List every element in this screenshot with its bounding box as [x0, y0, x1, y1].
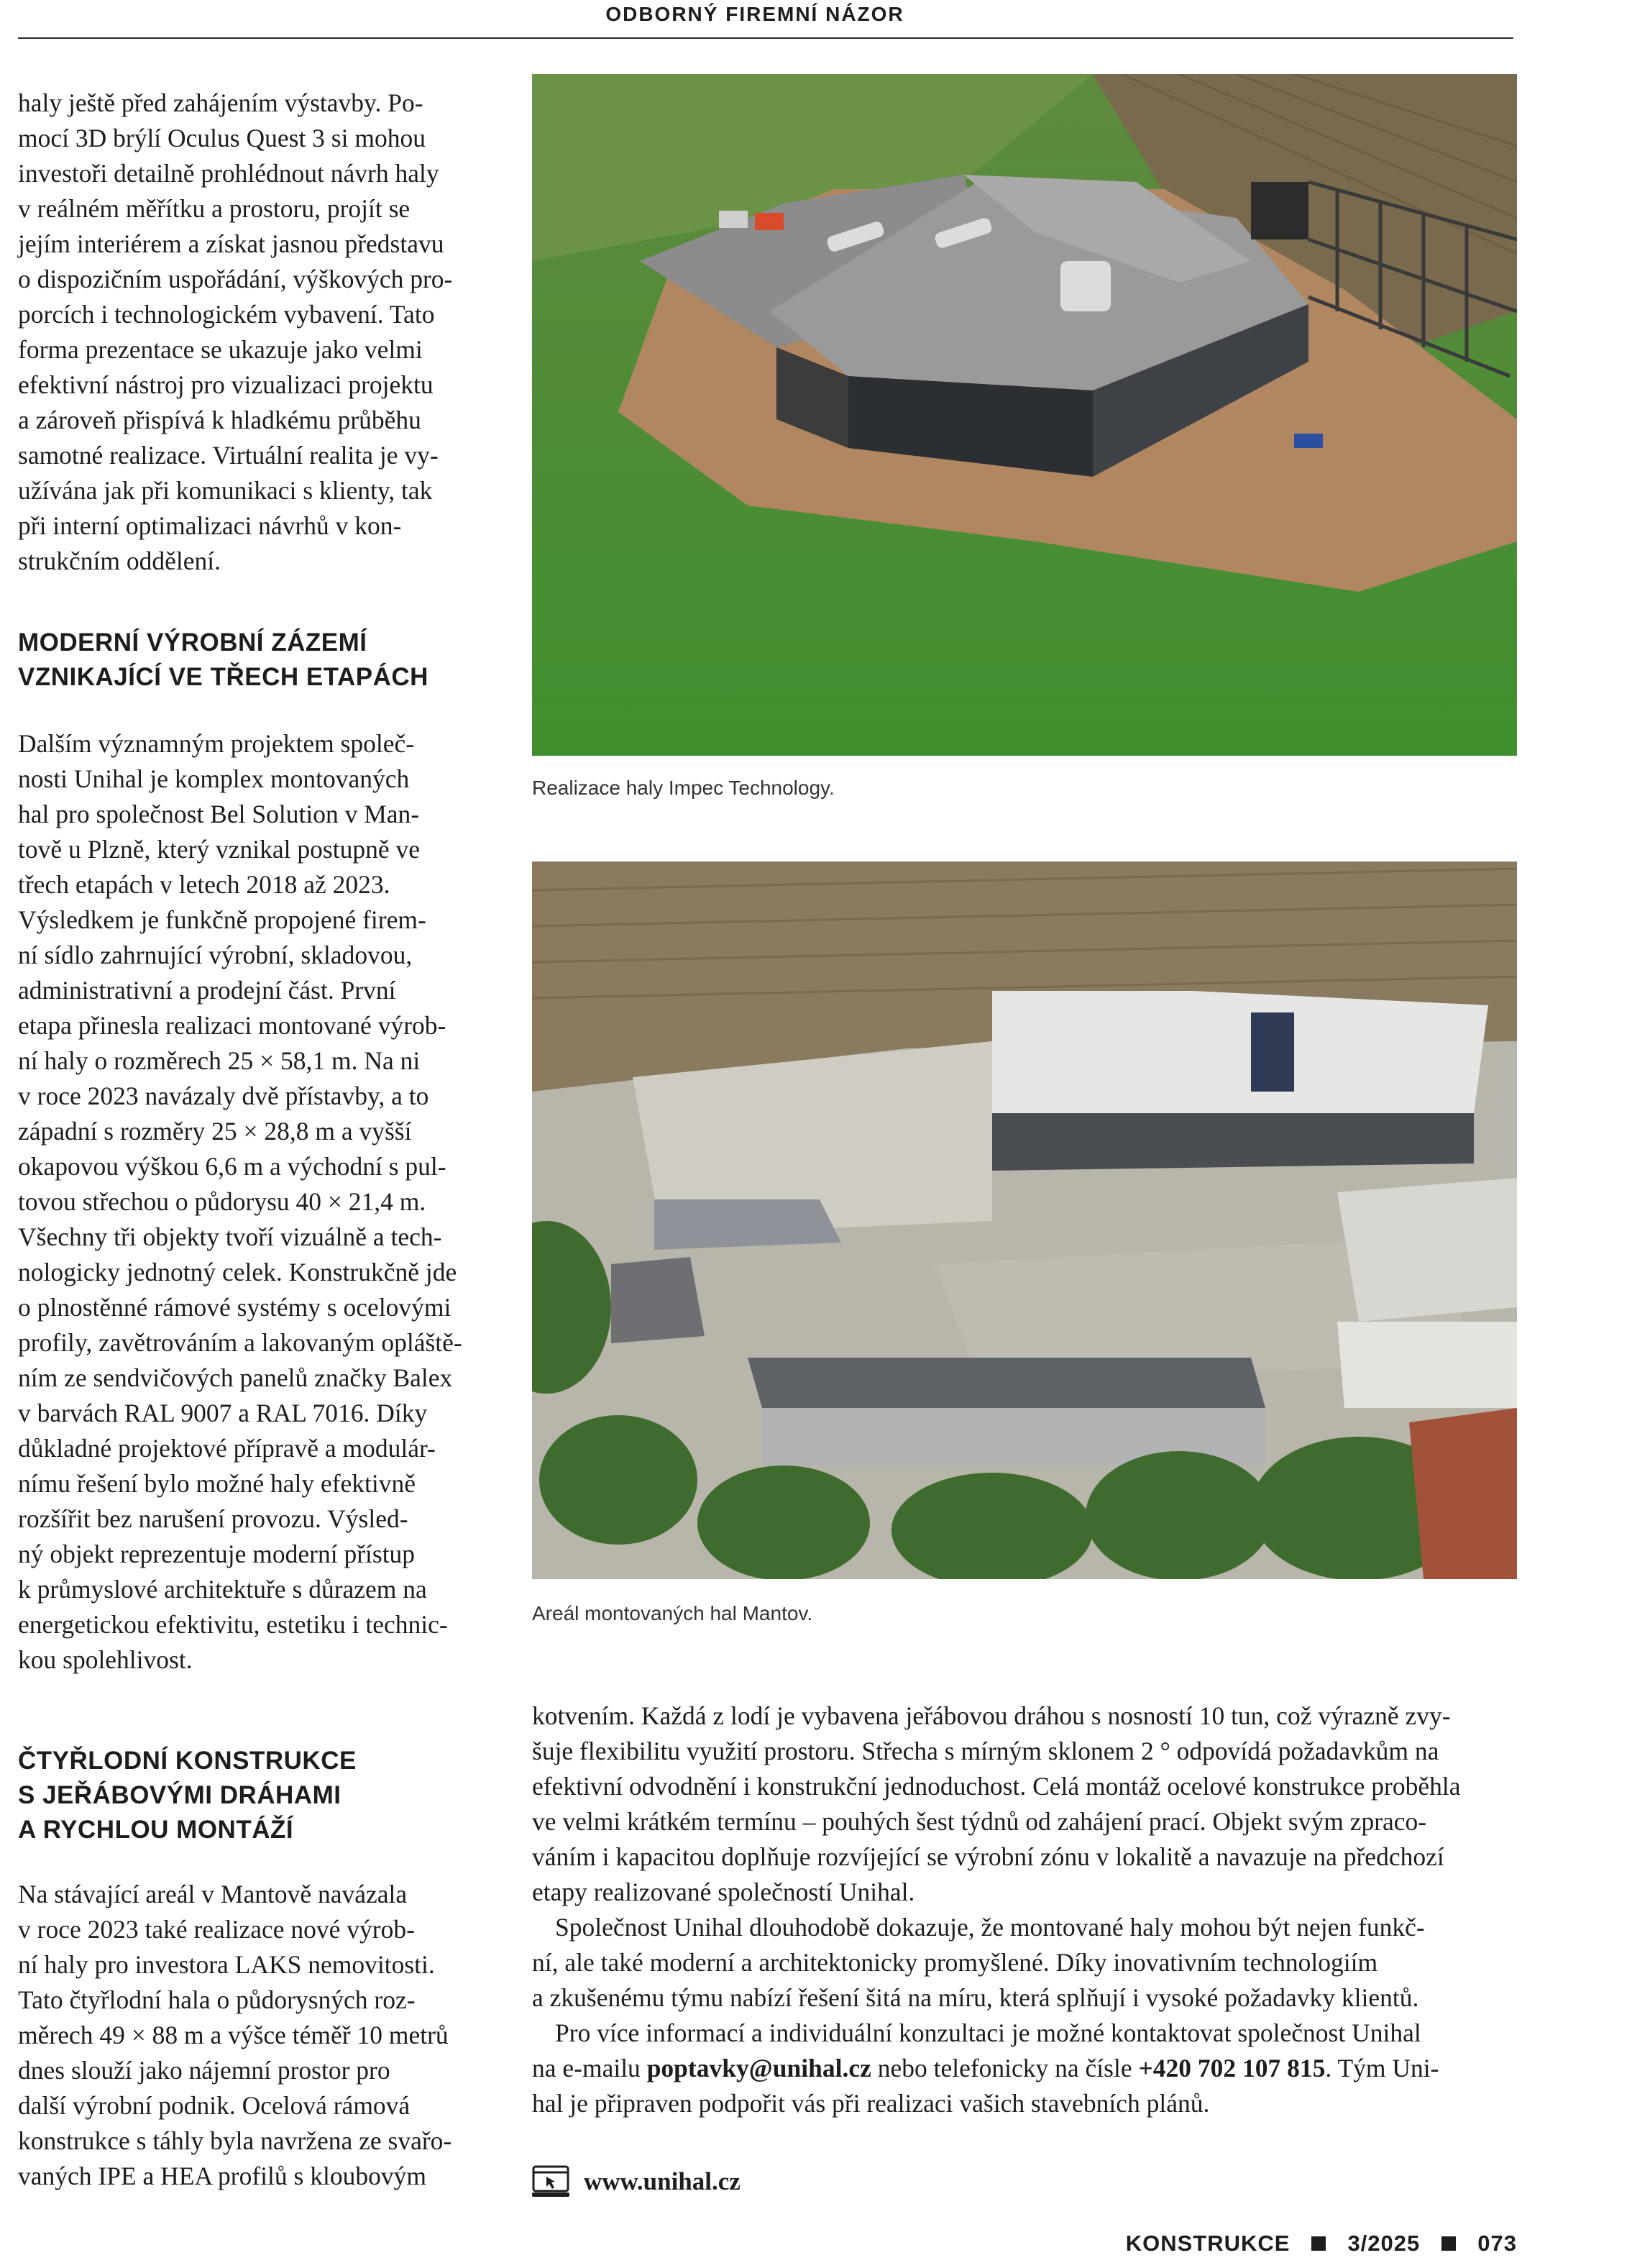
web-browser-icon: [532, 2165, 569, 2198]
photo-caption-2: Areál montovaných hal Mantov.: [532, 1602, 813, 1624]
paragraph-text: Pro více informací a individuální konzultaci je možné kontaktovat společnost Unihal na e-mailu: [532, 2018, 1421, 2082]
contact-paragraph: [532, 2016, 1517, 2121]
paragraph-text: Na stávající areál v Mantově navázala v roce 2023 také realizace nové výrob- ní haly pro investora LAKS nemovitosti. Tato čtyřlodní hala o půdorysných roz- měrech 49 × 88 m a výšce téměř 10 metrů dnes slouží jako nájemní prostor pro další výrobní podnik. Ocelová rámová konstrukce s táhly byla navržena ze svařo- vaných IPE a HEA profilů s kloubovým: [18, 1880, 452, 2190]
paragraph-text: Dalším významným projektem společ- nosti Unihal je komplex montovaných hal pro společnost Bel Solution v Man- tově u Plzně, který vznikal postupně ve třech etapách v letech 2018 až 2023. Výsledkem je funkčně propojené firem- ní sídlo zahrnující výrobní, skladovou, administrativní a prodejní část. První etapa přinesla realizaci montované výrob- ní haly o rozměrech 25 × 58,1 m. Na ni v roce 2023 navázaly dvě přístavby, a to západní s rozměry 25 × 28,8 m a vyšší okapovou výškou 6,6 m a východní s pul- tovou střechou o půdorysu 40 × 21,4 m. Všechny tři objekty tvoří vizuálně a tech- nologicky jednotný celek. Konstrukčně jde o plnostěnné rámové systémy s ocelovými profily, zavětrováním a lakovaným opláště- ním ze sendvičových panelů značky Balex v barvách RAL 9007 a RAL 7016. Díky důkladné projektové přípravě a modulár- nímu řešení bylo možné haly efektivně rozšířit bez narušení provozu. Výsled- ný objekt reprezentuje moderní přístup k průmyslové architektuře s důrazem na energetickou efektivitu, estetiku i technic- kou spolehlivost.: [18, 729, 462, 1674]
photo-caption-1: Realizace haly Impec Technology.: [532, 777, 835, 799]
section-heading-1: MODERNÍ VÝROBNÍ ZÁZEMÍ VZNIKAJÍCÍ VE TŘECH ETAPÁCH: [18, 628, 428, 691]
page-number: 073: [1477, 2231, 1517, 2256]
paragraph-text: nebo telefonicky na čísle: [871, 2054, 1139, 2082]
paragraph-text: haly ještě před zahájením výstavby. Po- mocí 3D brýlí Oculus Quest 3 si mohou investoři detailně prohlédnout návrh haly v reálném měřítku a prostoru, projít se jejím interiérem a získat jasnou představu o dispozičním uspořádání, výškových pro- porcích i technologickém vybavení. Tato forma prezentace se ukazuje jako velmi efektivní nástroj pro vizualizaci projektu a zároveň přispívá k hladkému průběhu samotné realizace. Virtuální realita je vy- užívána jak při komunikaci s klienty, tak při interní optimalizaci návrhů v kon- strukčním oddělení.: [18, 88, 453, 575]
left-paragraph-3: [18, 1877, 489, 2194]
separator-square: [1311, 2236, 1326, 2251]
page-footer: [1126, 2231, 1517, 2256]
email-link[interactable]: poptavky@unihal.cz: [646, 2054, 871, 2082]
paragraph-text: Společnost Unihal dlouhodobě dokazuje, že montované haly mohou být nejen funkč- ní, ale také moderní a architektonicky promyšlené. Díky inovativním technologiím a zkušenému týmu nabízí řešení šitá na míru, která splňují i vysoké požadavky klientů.: [532, 1913, 1425, 2012]
website-line: [532, 2163, 741, 2200]
left-paragraph-2: [18, 726, 489, 1678]
right-column-text: [532, 1698, 1517, 2121]
website-link[interactable]: www.unihal.cz: [584, 2167, 741, 2195]
separator-square: [1441, 2236, 1456, 2251]
photo-impec-hall: [532, 74, 1517, 756]
issue-number: 3/2025: [1347, 2231, 1421, 2256]
paragraph-text: kotvením. Každá z lodí je vybavena jeřábovou dráhou s nosností 10 tun, což výrazně zvy- šuje flexibilitu využití prostoru. Střecha s mírným sklonem 2 ° odpovídá požadavkům na efektivní odvodnění i konstrukční jednoduchost. Celá montáž ocelové konstrukce proběhla ve velmi krátkém termínu – pouhých šest týdnů od zahájení prací. Objekt svým zpraco- váním i kapacitou doplňuje rozvíjející se výrobní zónu v lokalitě a navazuje na předchozí etapy realizované společností Unihal.: [532, 1701, 1461, 1906]
left-paragraph-1: [18, 86, 489, 579]
photo-mantov-complex: [532, 861, 1517, 1579]
section-kicker: ODBORNÝ FIREMNÍ NÁZOR: [605, 3, 904, 25]
header-rule: [18, 37, 1513, 39]
phone-number: +420 702 107 815: [1138, 2054, 1326, 2082]
magazine-name: KONSTRUKCE: [1125, 2231, 1291, 2256]
paragraph-text: . Tým Uni- hal je připraven podpořit vás při realizaci vašich stavebních plánů.: [532, 2054, 1439, 2118]
section-heading-2: ČTYŘLODNÍ KONSTRUKCE S JEŘÁBOVÝMI DRÁHAMI A RYCHLOU MONTÁŽÍ: [18, 1747, 357, 1844]
